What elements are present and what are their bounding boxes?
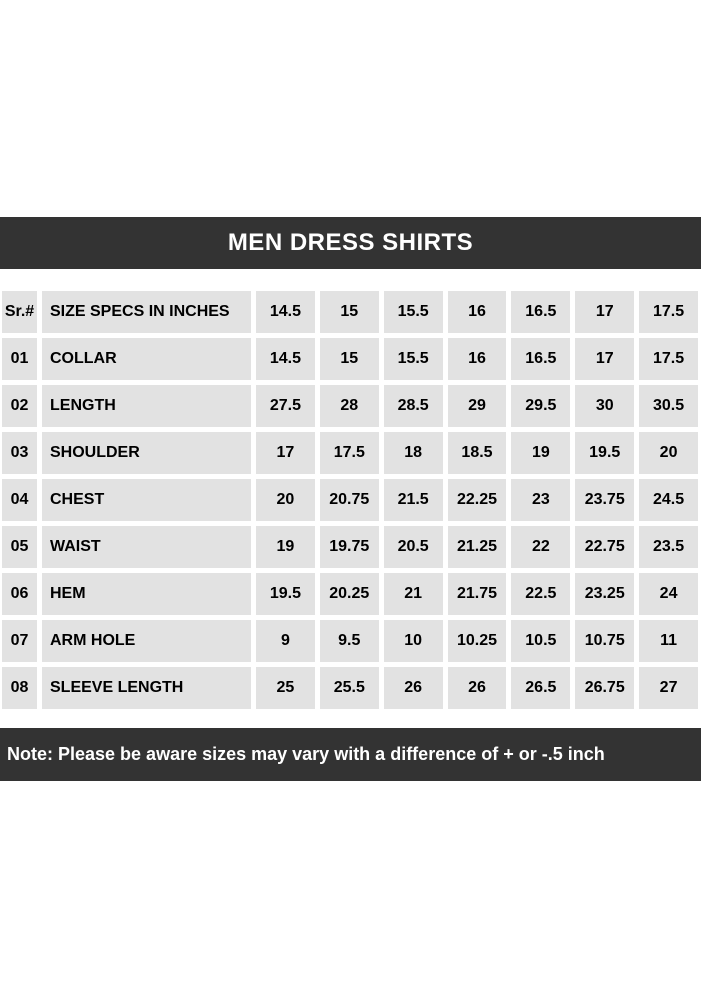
header-size-cell: 17: [575, 291, 634, 333]
row-value-cell: 17.5: [639, 338, 698, 380]
row-value-cell: 23.5: [639, 526, 698, 568]
row-value-cell: 28.5: [384, 385, 443, 427]
note-text: Note: Please be aware sizes may vary with a difference of + or -.5 inch: [7, 744, 605, 764]
row-value-cell: 20.25: [320, 573, 379, 615]
row-value-cell: 15: [320, 338, 379, 380]
row-value-cell: 23.75: [575, 479, 634, 521]
header-size-cell: 15.5: [384, 291, 443, 333]
row-value-cell: 22.25: [448, 479, 507, 521]
row-value-cell: 17: [256, 432, 315, 474]
row-value-cell: 29.5: [511, 385, 570, 427]
row-value-cell: 19: [511, 432, 570, 474]
row-value-cell: 24.5: [639, 479, 698, 521]
row-value-cell: 10.25: [448, 620, 507, 662]
header-label-cell: SIZE SPECS IN INCHES: [42, 291, 251, 333]
row-value-cell: 27: [639, 667, 698, 709]
row-value-cell: 20: [639, 432, 698, 474]
row-value-cell: 15.5: [384, 338, 443, 380]
row-value-cell: 10.5: [511, 620, 570, 662]
row-value-cell: 26.5: [511, 667, 570, 709]
row-value-cell: 19: [256, 526, 315, 568]
row-sr-cell: 05: [2, 526, 37, 568]
row-value-cell: 30: [575, 385, 634, 427]
row-value-cell: 19.5: [575, 432, 634, 474]
row-value-cell: 30.5: [639, 385, 698, 427]
note-bar: [0, 728, 701, 781]
row-value-cell: 26.75: [575, 667, 634, 709]
size-spec-table: [0, 291, 701, 709]
row-value-cell: 18.5: [448, 432, 507, 474]
row-value-cell: 10.75: [575, 620, 634, 662]
row-sr-cell: 03: [2, 432, 37, 474]
row-label-cell: CHEST: [42, 479, 251, 521]
row-value-cell: 23.25: [575, 573, 634, 615]
header-size-cell: 16: [448, 291, 507, 333]
header-size-cell: 16.5: [511, 291, 570, 333]
row-value-cell: 21.25: [448, 526, 507, 568]
row-label-cell: SHOULDER: [42, 432, 251, 474]
title-bar: [0, 217, 701, 269]
row-value-cell: 17: [575, 338, 634, 380]
row-label-cell: COLLAR: [42, 338, 251, 380]
row-sr-cell: 02: [2, 385, 37, 427]
row-value-cell: 16: [448, 338, 507, 380]
row-label-cell: LENGTH: [42, 385, 251, 427]
header-size-cell: 15: [320, 291, 379, 333]
row-value-cell: 21: [384, 573, 443, 615]
row-sr-cell: 06: [2, 573, 37, 615]
row-value-cell: 9.5: [320, 620, 379, 662]
row-value-cell: 25: [256, 667, 315, 709]
header-sr-cell: Sr.#: [2, 291, 37, 333]
row-value-cell: 19.5: [256, 573, 315, 615]
row-value-cell: 22.5: [511, 573, 570, 615]
row-value-cell: 21.5: [384, 479, 443, 521]
row-value-cell: 27.5: [256, 385, 315, 427]
row-value-cell: 10: [384, 620, 443, 662]
row-value-cell: 9: [256, 620, 315, 662]
row-sr-cell: 01: [2, 338, 37, 380]
row-value-cell: 26: [384, 667, 443, 709]
row-value-cell: 16.5: [511, 338, 570, 380]
row-label-cell: ARM HOLE: [42, 620, 251, 662]
row-value-cell: 20: [256, 479, 315, 521]
row-label-cell: WAIST: [42, 526, 251, 568]
row-value-cell: 22: [511, 526, 570, 568]
row-sr-cell: 04: [2, 479, 37, 521]
row-value-cell: 20.5: [384, 526, 443, 568]
header-size-cell: 17.5: [639, 291, 698, 333]
row-value-cell: 21.75: [448, 573, 507, 615]
row-sr-cell: 07: [2, 620, 37, 662]
row-value-cell: 14.5: [256, 338, 315, 380]
row-value-cell: 19.75: [320, 526, 379, 568]
row-value-cell: 25.5: [320, 667, 379, 709]
row-value-cell: 20.75: [320, 479, 379, 521]
header-size-cell: 14.5: [256, 291, 315, 333]
row-value-cell: 18: [384, 432, 443, 474]
row-value-cell: 22.75: [575, 526, 634, 568]
row-value-cell: 17.5: [320, 432, 379, 474]
row-sr-cell: 08: [2, 667, 37, 709]
row-value-cell: 29: [448, 385, 507, 427]
row-label-cell: HEM: [42, 573, 251, 615]
row-value-cell: 11: [639, 620, 698, 662]
row-value-cell: 24: [639, 573, 698, 615]
row-label-cell: SLEEVE LENGTH: [42, 667, 251, 709]
row-value-cell: 23: [511, 479, 570, 521]
page-title: MEN DRESS SHIRTS: [227, 229, 474, 256]
row-value-cell: 28: [320, 385, 379, 427]
row-value-cell: 26: [448, 667, 507, 709]
